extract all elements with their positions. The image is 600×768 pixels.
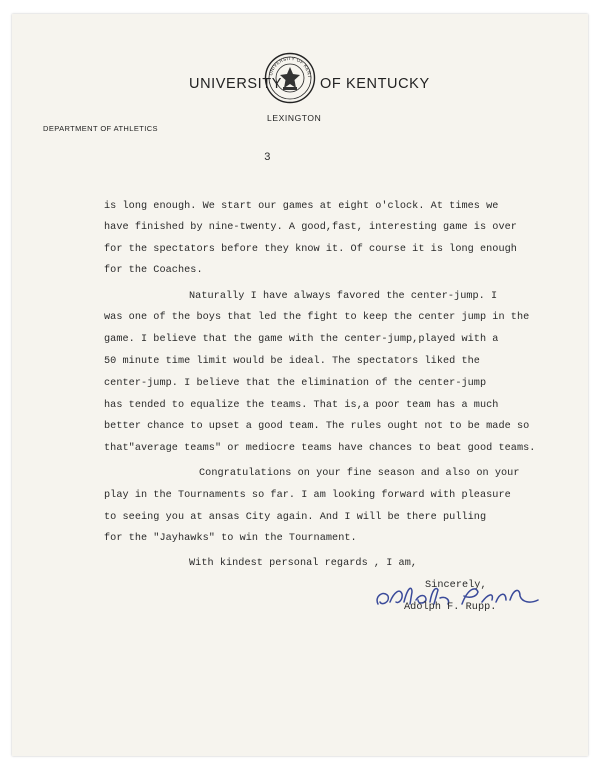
closing-salutation: Sincerely, [425, 580, 487, 591]
body-line: Congratulations on your fine season and also on your [199, 468, 520, 479]
body-line: for the spectators before they know it. Of course it is long enough [104, 244, 517, 255]
body-line: Naturally I have always favored the center-jump. I [189, 291, 498, 302]
body-line: for the "Jayhawks" to win the Tournament. [104, 533, 357, 544]
page-number: 3 [264, 152, 271, 164]
body-line: has tended to equalize the teams. That is,a poor team has a much [104, 400, 499, 411]
body-line: to seeing you at ansas City again. And I will be there pulling [104, 512, 487, 523]
body-line: is long enough. We start our games at eight o'clock. At times we [104, 201, 499, 212]
body-line: have finished by nine-twenty. A good,fast, interesting game is over [104, 222, 517, 233]
closing-name: Adolph F. Rupp. [404, 602, 497, 613]
letterhead-university: UNIVERSITY [189, 76, 283, 92]
letterhead-city: LEXINGTON [267, 113, 322, 123]
body-line: game. I believe that the game with the center-jump,played with a [104, 334, 499, 345]
body-line: that"average teams" or mediocre teams have chances to beat good teams. [104, 443, 536, 454]
body-line: 50 minute time limit would be ideal. The spectators liked the [104, 356, 480, 367]
body-line: With kindest personal regards , I am, [189, 558, 418, 569]
body-line: play in the Tournaments so far. I am looking forward with pleasure [104, 490, 511, 501]
seal-text: UNIVERSITY OF KENT [268, 55, 313, 79]
body-line: better chance to upset a good team. The rules ought not to be made so [104, 421, 530, 432]
body-line: for the Coaches. [104, 265, 203, 276]
body-line: center-jump. I believe that the elimination of the center-jump [104, 378, 487, 389]
letterhead-kentucky: OF KENTUCKY [320, 76, 430, 92]
department-label: DEPARTMENT OF ATHLETICS [43, 124, 158, 133]
university-seal-icon [264, 52, 316, 104]
body-line: was one of the boys that led the fight to keep the center jump in the [104, 312, 530, 323]
